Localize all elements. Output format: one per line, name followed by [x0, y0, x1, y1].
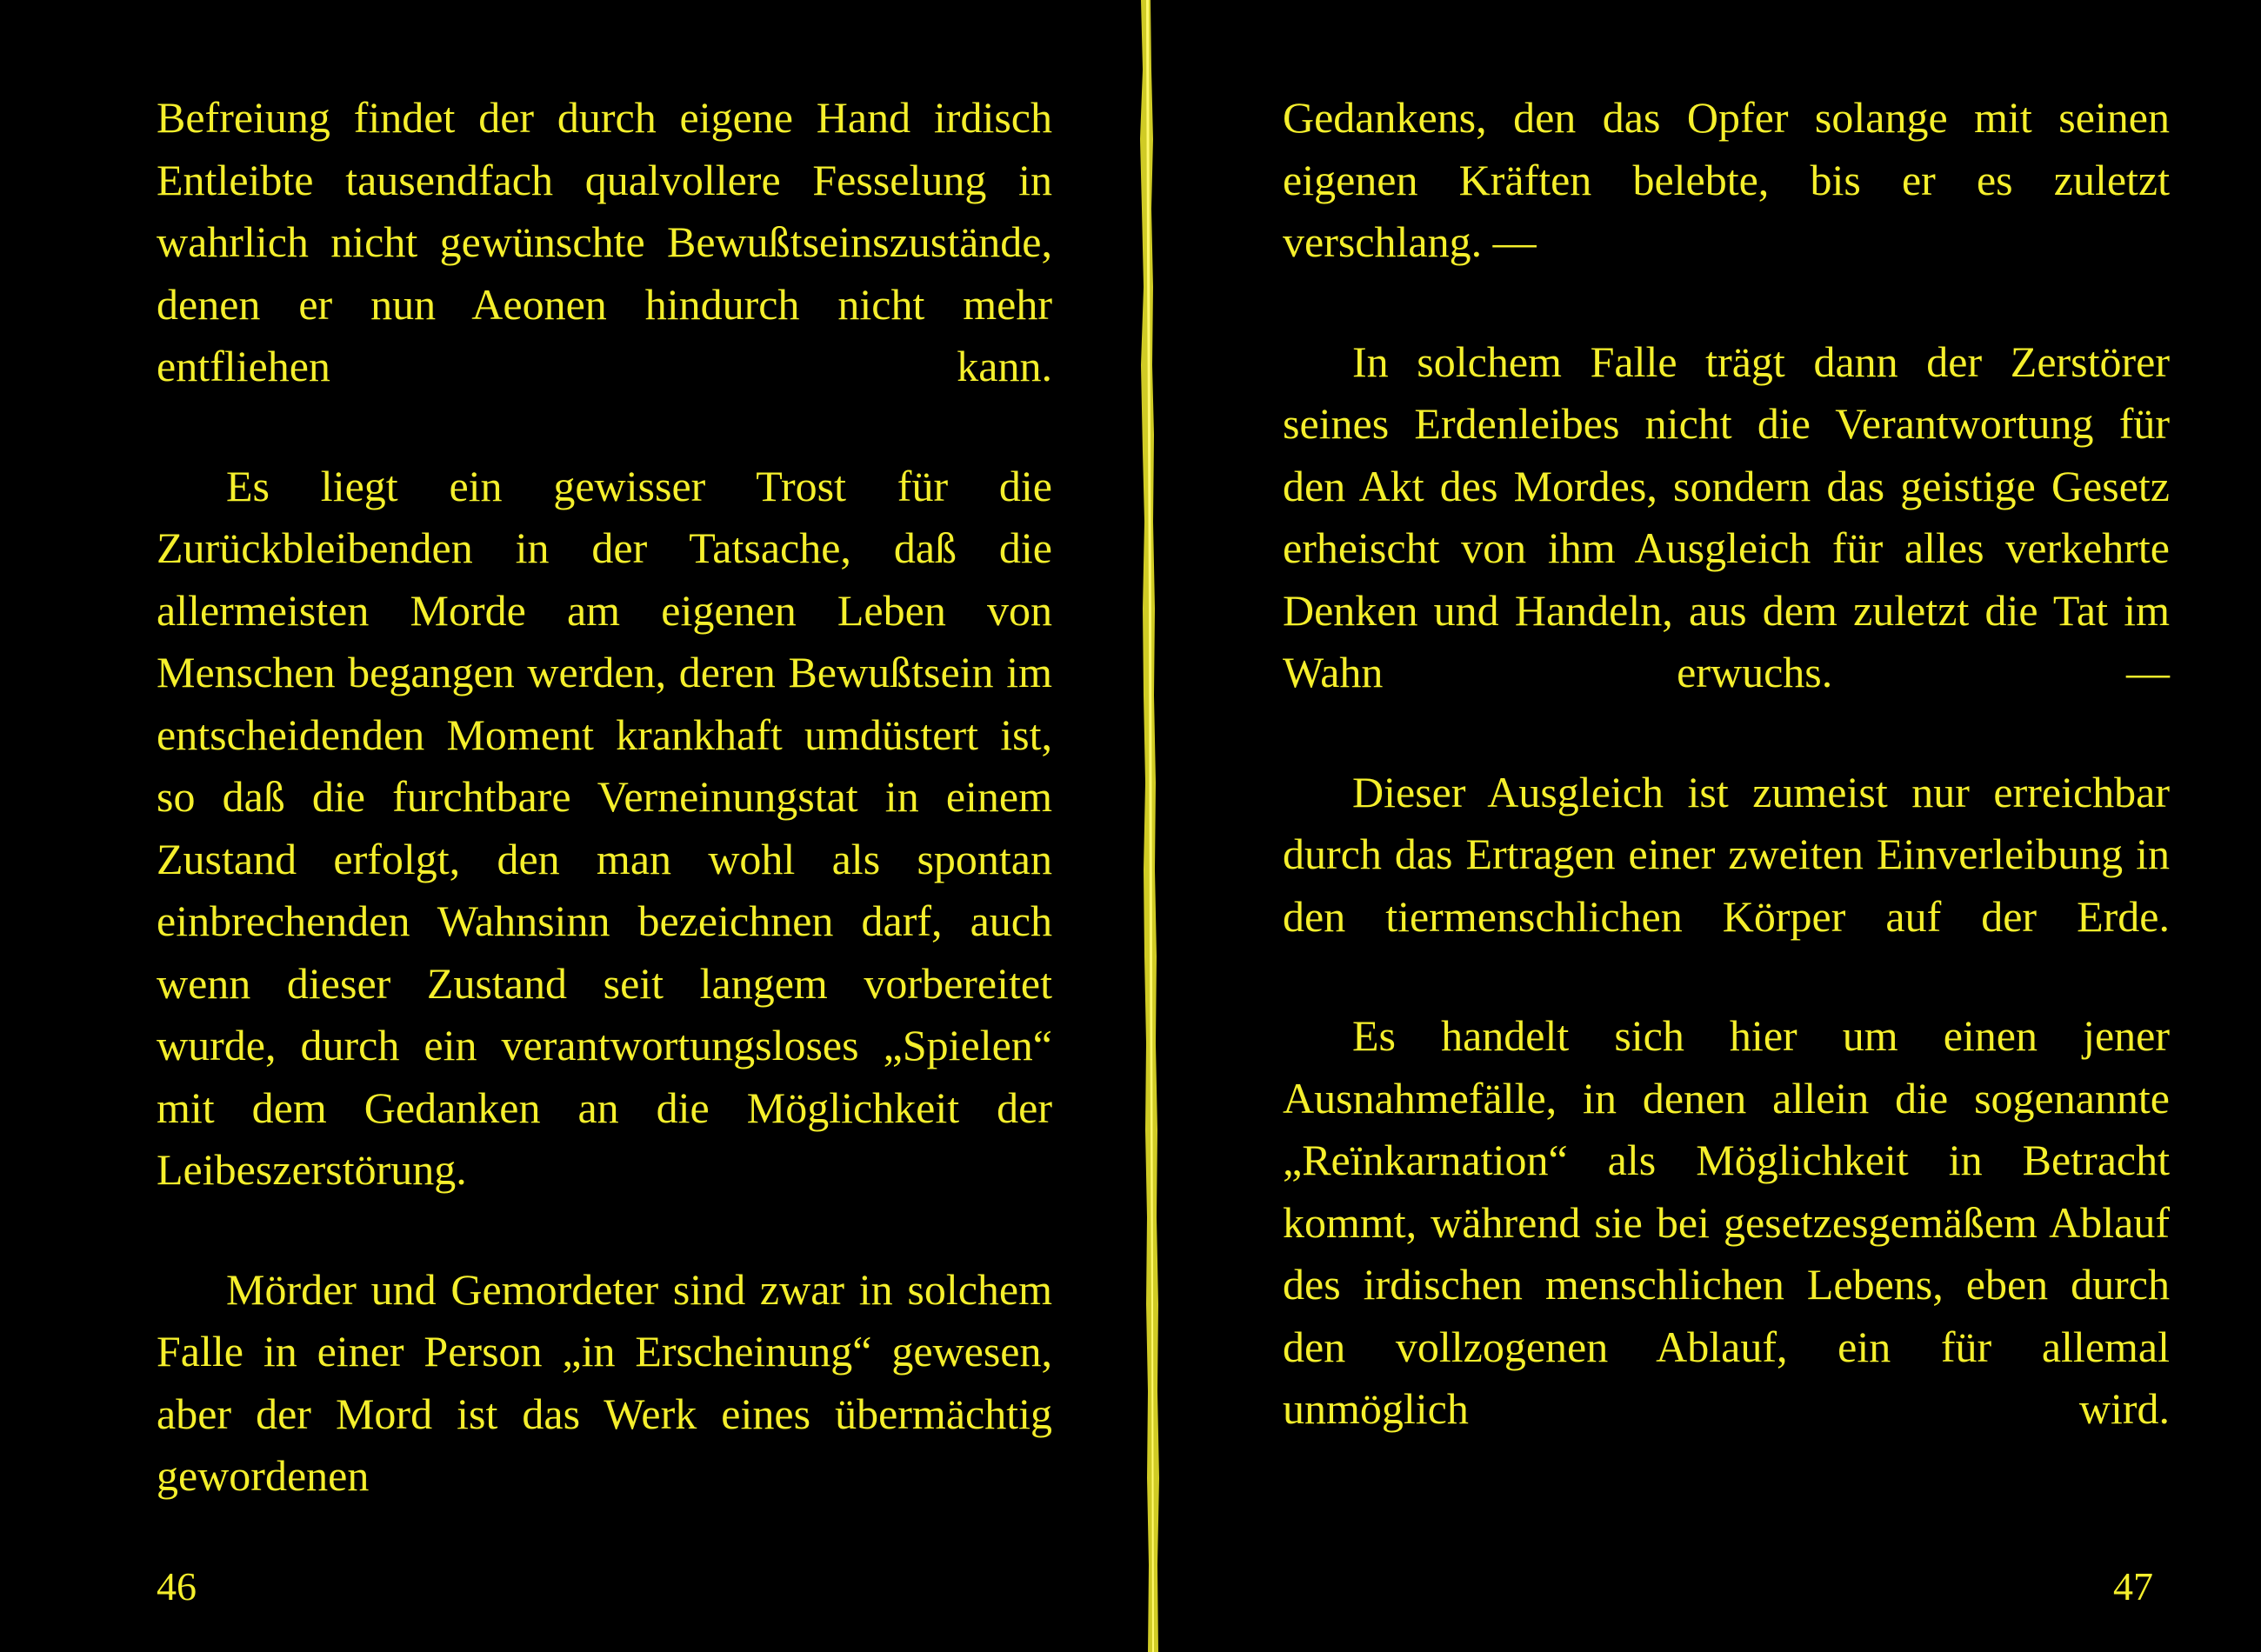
page-number-left: 46 [157, 1564, 197, 1609]
page-number-right: 47 [2113, 1564, 2153, 1609]
right-page [1148, 0, 2261, 1652]
right-text-column [1283, 87, 2170, 1441]
right-paragraph-1: Gedankens, den das Opfer solange mit seinen eigenen Kräften belebte, bis er es zuletzt verschlang. — [1283, 93, 2170, 266]
left-paragraph-3: Mörder und Gemordeter sind zwar in solchem Falle in einer Person „in Erscheinung“ gewesen, aber der Mord ist das Werk eines übermächtig gewordenen [157, 1264, 1052, 1500]
right-paragraph-2: In solchem Falle trägt dann der Zerstörer seines Erdenleibes nicht die Verantwortung für den Akt des Mordes, sondern das geistige Gesetz erheischt von ihm Ausgleich für alles verkehrte Denken und Handeln, aus dem zuletzt die Tat im Wahn erwuchs. — [1283, 336, 2170, 696]
left-page [0, 0, 1130, 1652]
right-paragraph-4: Es handelt sich hier um einen jener Ausnahmefälle, in denen allein die sogenannte „Reïnkarnation“ als Möglichkeit in Betracht kommt, während sie bei gesetzesgemäßem Ablauf des irdischen menschlichen Lebens, eben durch den vollzogenen Ablauf, ein für allemal unmöglich wird. [1283, 1011, 2170, 1433]
left-paragraph-1: Befreiung findet der durch eigene Hand irdisch Entleibte tausendfach qualvollere Fesselung in wahrlich nicht gewünschte Bewußtseinszustände, denen er nun Aeonen hindurch nicht mehr entfliehen kann. [157, 93, 1052, 390]
left-paragraph-2: Es liegt ein gewisser Trost für die Zurückbleibenden in der Tatsache, daß die allermeisten Morde am eigenen Leben von Menschen begangen werden, deren Bewußtsein im entscheidenden Moment krankhaft umdüstert ist, so daß die furchtbare Verneinungstat in einem Zustand erfolgt, den man wohl als spontan einbrechenden Wahnsinn bezeichnen darf, auch wenn dieser Zustand seit langem vorbereitet wurde, durch ein verantwortungsloses „Spielen“ mit dem Gedanken an die Möglichkeit der Leibeszerstörung. [157, 461, 1052, 1194]
right-paragraph-3: Dieser Ausgleich ist zumeist nur erreichbar durch das Ertragen einer zweiten Einverleibung in den tiermenschlichen Körper auf der Erde. [1283, 767, 2170, 941]
left-text-column [157, 87, 1052, 1508]
